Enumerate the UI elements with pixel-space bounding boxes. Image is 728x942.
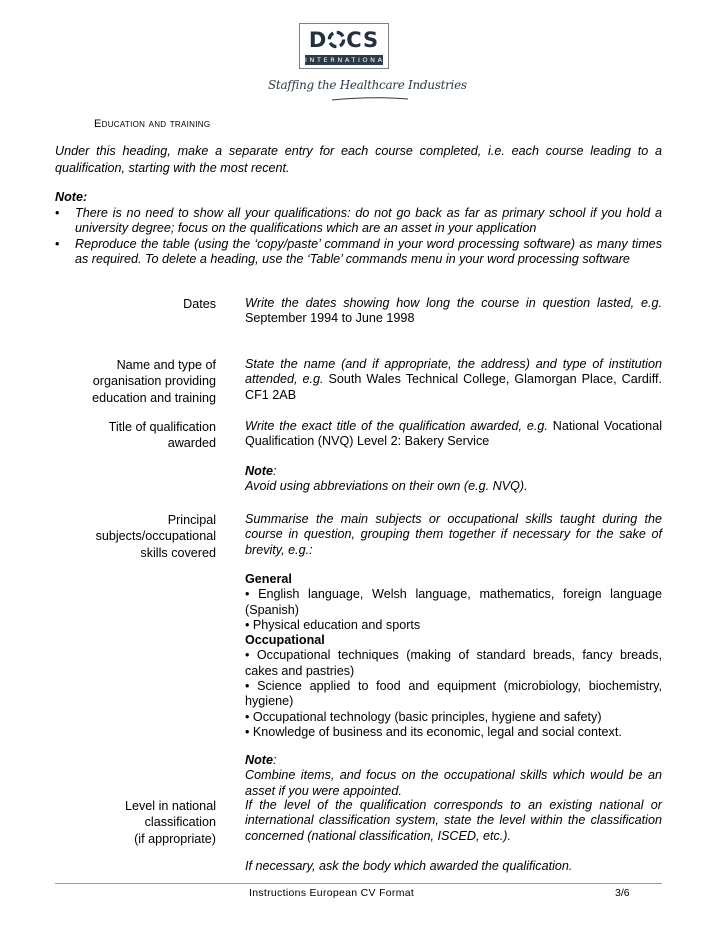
- page-number: 3/6: [615, 887, 630, 899]
- qualification-title-value: Write the exact title of the qualification awarded, e.g. National Vocational Qualification (NVQ) Level 2: Bakery Service: [245, 419, 662, 449]
- list-item: • Occupational technology (basic principles, hygiene and safety): [245, 709, 602, 724]
- logo-o-icon: [327, 30, 346, 49]
- qualification-title-label: Title of qualification awarded: [108, 420, 216, 451]
- list-item: • English language, Welsh language, mathematics, foreign language (Spanish): [245, 587, 662, 617]
- subjects-note: Note: Combine items, and focus on the occupational skills which would be an asset if you were appointed.: [245, 753, 662, 798]
- logo-letter-d: D: [308, 28, 328, 52]
- list-item: • Physical education and sports: [245, 617, 421, 632]
- list-item: • There is no need to show all your qualifications: do not go back as far as primary school if you hold a university degree; focus on the qualifications which are an asset in your application: [55, 206, 662, 236]
- note-list: [55, 206, 662, 267]
- subjects-label: Principal subjects/occupational skills covered: [95, 513, 216, 560]
- logo-wordmark: [300, 28, 388, 52]
- bullet-icon: •: [55, 206, 60, 220]
- bullet-icon: •: [55, 236, 60, 251]
- note-heading: Note:: [55, 190, 88, 204]
- list-item: • Reproduce the table (using the ‘copy/paste’ command in your word processing software) as many times as required. To delete a heading, use the ‘Table’ commands menu in your word processing software: [55, 236, 662, 266]
- section-title: Education and training: [94, 118, 211, 130]
- footer-title: Instructions European CV Format: [249, 887, 415, 899]
- list-item: • Occupational techniques (making of standard breads, fancy breads, cakes and pastries): [245, 648, 662, 678]
- organisation-label: Name and type of organisation providing education and training: [92, 358, 216, 405]
- level-label: Level in national classification (if appropriate): [124, 799, 216, 846]
- dates-value: Write the dates showing how long the course in question lasted, e.g. September 1994 to June 1998: [245, 296, 662, 326]
- level-value-2: If necessary, ask the body which awarded the qualification.: [245, 859, 573, 873]
- list-item: • Knowledge of business and its economic, legal and social context.: [245, 724, 622, 739]
- general-heading: General: [245, 572, 292, 586]
- company-logo: [299, 23, 389, 69]
- footer-divider: [55, 883, 662, 884]
- list-item: • Science applied to food and equipment (microbiology, biochemistry, hygiene): [245, 679, 662, 709]
- subjects-list: [245, 572, 662, 740]
- intro-paragraph: Under this heading, make a separate entry for each course completed, i.e. each course leading to a qualification, starting with the most recent.: [55, 144, 662, 175]
- occupational-heading: Occupational: [245, 633, 325, 648]
- dates-label: Dates: [183, 297, 216, 311]
- tagline: Staffing the Healthcare Industries: [268, 78, 467, 92]
- tagline-swoosh: [330, 96, 410, 102]
- level-value: If the level of the qualification corresponds to an existing national or international classification system, state the level within the classification concerned (national classification, ISCED, etc.).: [245, 798, 662, 843]
- logo-letters-cs: CS: [346, 28, 380, 52]
- subjects-intro: Summarise the main subjects or occupational skills taught during the course in question, grouping them together if necessary for the sake of brevity, e.g.:: [245, 512, 662, 557]
- qualification-note: Note: Avoid using abbreviations on their own (e.g. NVQ).: [245, 464, 528, 494]
- organisation-value: State the name (and if appropriate, the address) and type of institution attended, e.g. South Wales Technical College, Glamorgan Place, Cardiff. CF1 2AB: [245, 357, 663, 402]
- logo-subtext: INTERNATIONAL: [305, 56, 391, 64]
